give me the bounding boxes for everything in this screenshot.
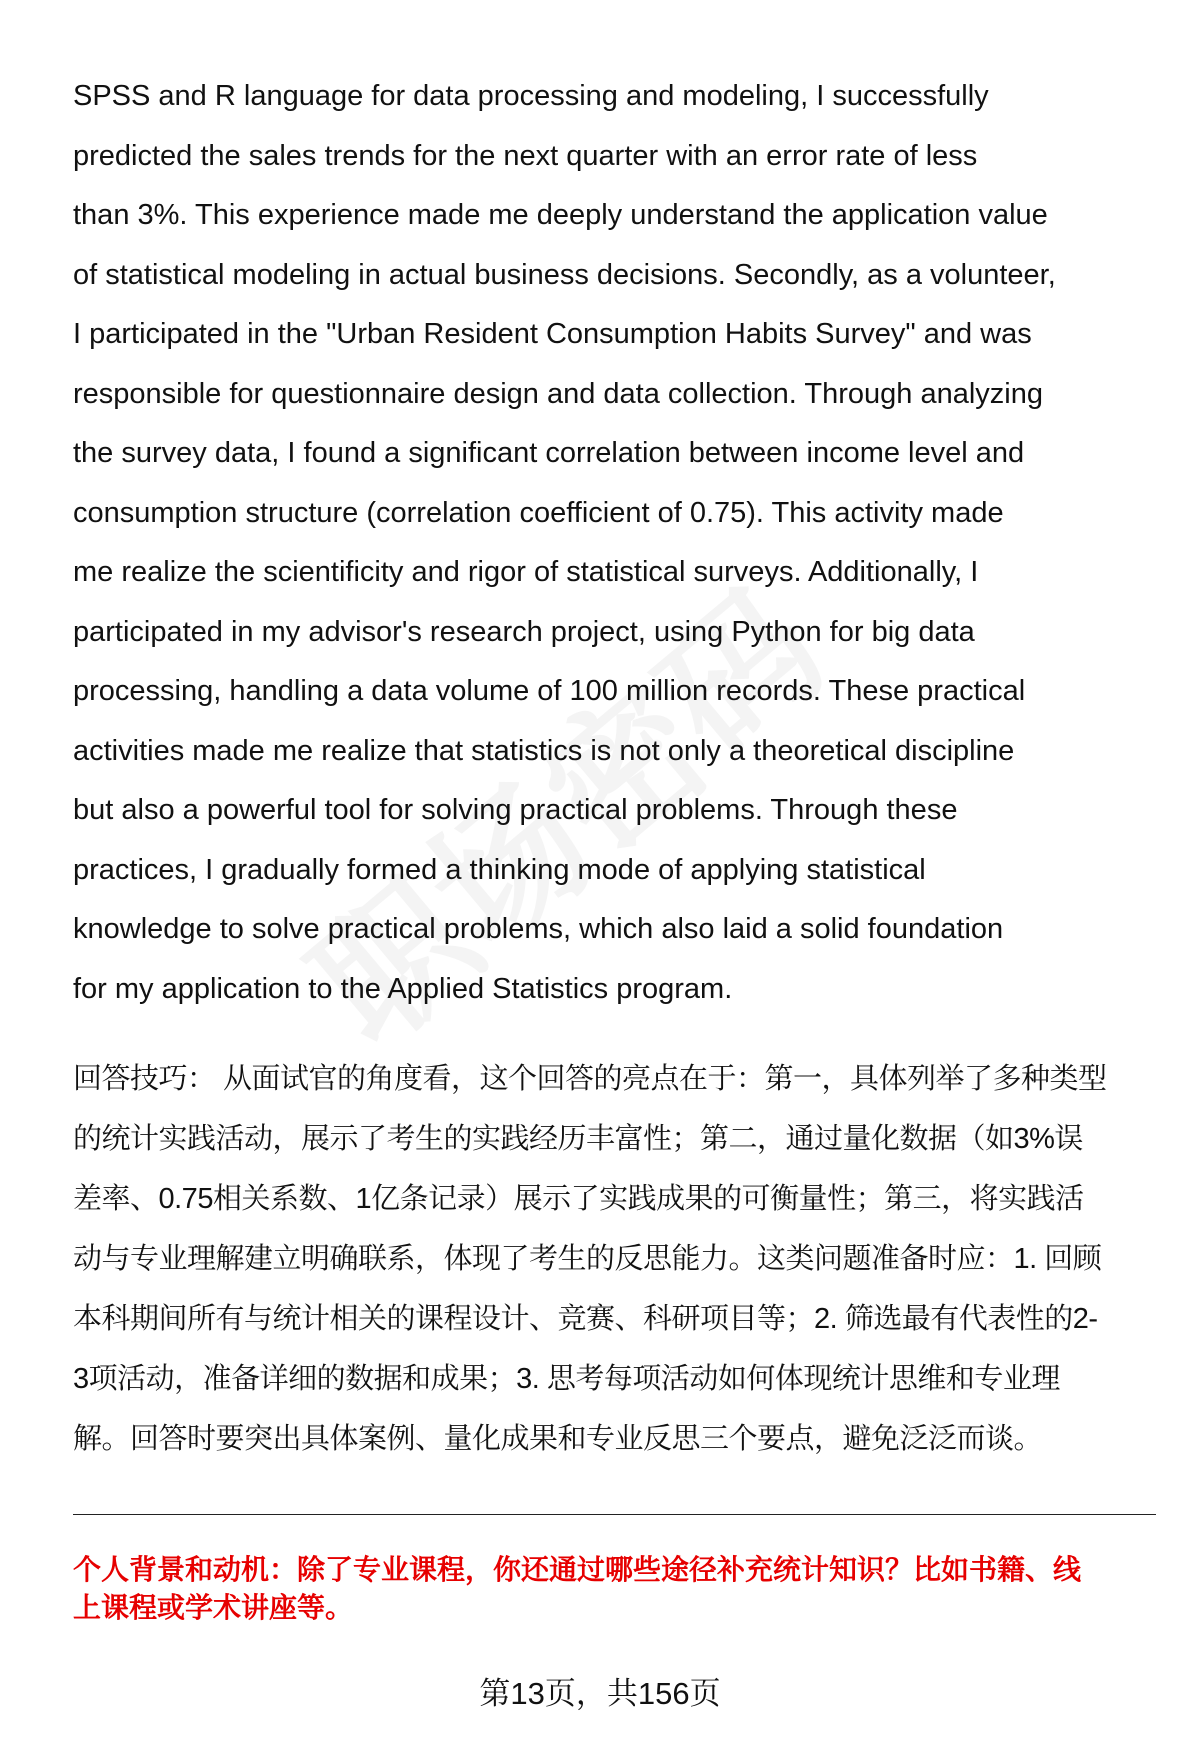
text-line: 的统计实践活动，展示了考生的实践经历丰富性；第二，通过量化数据（如3%误 bbox=[73, 1123, 1083, 1155]
text-line: participated in my advisor's research project, using Python for big data bbox=[73, 615, 975, 648]
text-line: SPSS and R language for data processing and modeling, I successfully bbox=[73, 80, 989, 112]
text-line: 3项活动，准备详细的数据和成果；3. 思考每项活动如何体现统计思维和专业理 bbox=[73, 1363, 1060, 1395]
text-line: activities made me realize that statistics is not only a theoretical discipline bbox=[73, 734, 1015, 767]
heading-line: 上课程或学术讲座等。 bbox=[73, 1592, 354, 1623]
text-line: than 3%. This experience made me deeply understand the application value bbox=[73, 199, 1048, 231]
text-line: 差率、0.75相关系数、1亿条记录）展示了实践成果的可衡量性；第三，将实践活 bbox=[73, 1183, 1084, 1215]
next-question-heading bbox=[73, 1551, 1163, 1627]
text-line: 本科期间所有与统计相关的课程设计、竞赛、科研项目等；2. 筛选最有代表性的2- bbox=[73, 1303, 1098, 1335]
text-line: the survey data, I found a significant correlation between income level and bbox=[73, 437, 1025, 469]
text-line: for my application to the Applied Statistics program. bbox=[73, 972, 733, 1005]
text-line: but also a powerful tool for solving practical problems. Through these bbox=[73, 794, 958, 826]
section-divider bbox=[73, 1514, 1156, 1515]
text-line: of statistical modeling in actual business decisions. Secondly, as a volunteer, bbox=[73, 258, 1056, 291]
heading-line: 个人背景和动机：除了专业课程，你还通过哪些途径补充统计知识？比如书籍、线 bbox=[73, 1554, 1082, 1585]
text-line: predicted the sales trends for the next quarter with an error rate of less bbox=[73, 139, 978, 172]
text-line: consumption structure (correlation coefficient of 0.75). This activity made bbox=[73, 496, 1004, 529]
answer-tips-paragraph bbox=[73, 1049, 1163, 1469]
text-line: me realize the scientificity and rigor of statistical surveys. Additionally, I bbox=[73, 556, 979, 588]
text-line: practices, I gradually formed a thinking mode of applying statistical bbox=[73, 853, 926, 886]
text-line: 动与专业理解建立明确联系，体现了考生的反思能力。这类问题准备时应：1. 回顾 bbox=[73, 1243, 1102, 1275]
text-line: 回答技巧： 从面试官的角度看，这个回答的亮点在于：第一，具体列举了多种类型 bbox=[73, 1063, 1107, 1095]
text-line: responsible for questionnaire design and data collection. Through analyzing bbox=[73, 377, 1043, 410]
answer-paragraph bbox=[73, 67, 1163, 1019]
text-line: knowledge to solve practical problems, which also laid a solid foundation bbox=[73, 913, 1004, 945]
page-number: 第13页，共156页 bbox=[479, 1676, 721, 1711]
text-line: I participated in the "Urban Resident Consumption Habits Survey" and was bbox=[73, 318, 1032, 350]
text-line: processing, handling a data volume of 100 million records. These practical bbox=[73, 675, 1026, 707]
text-line: 解。回答时要突出具体案例、量化成果和专业反思三个要点，避免泛泛而谈。 bbox=[73, 1423, 1043, 1455]
